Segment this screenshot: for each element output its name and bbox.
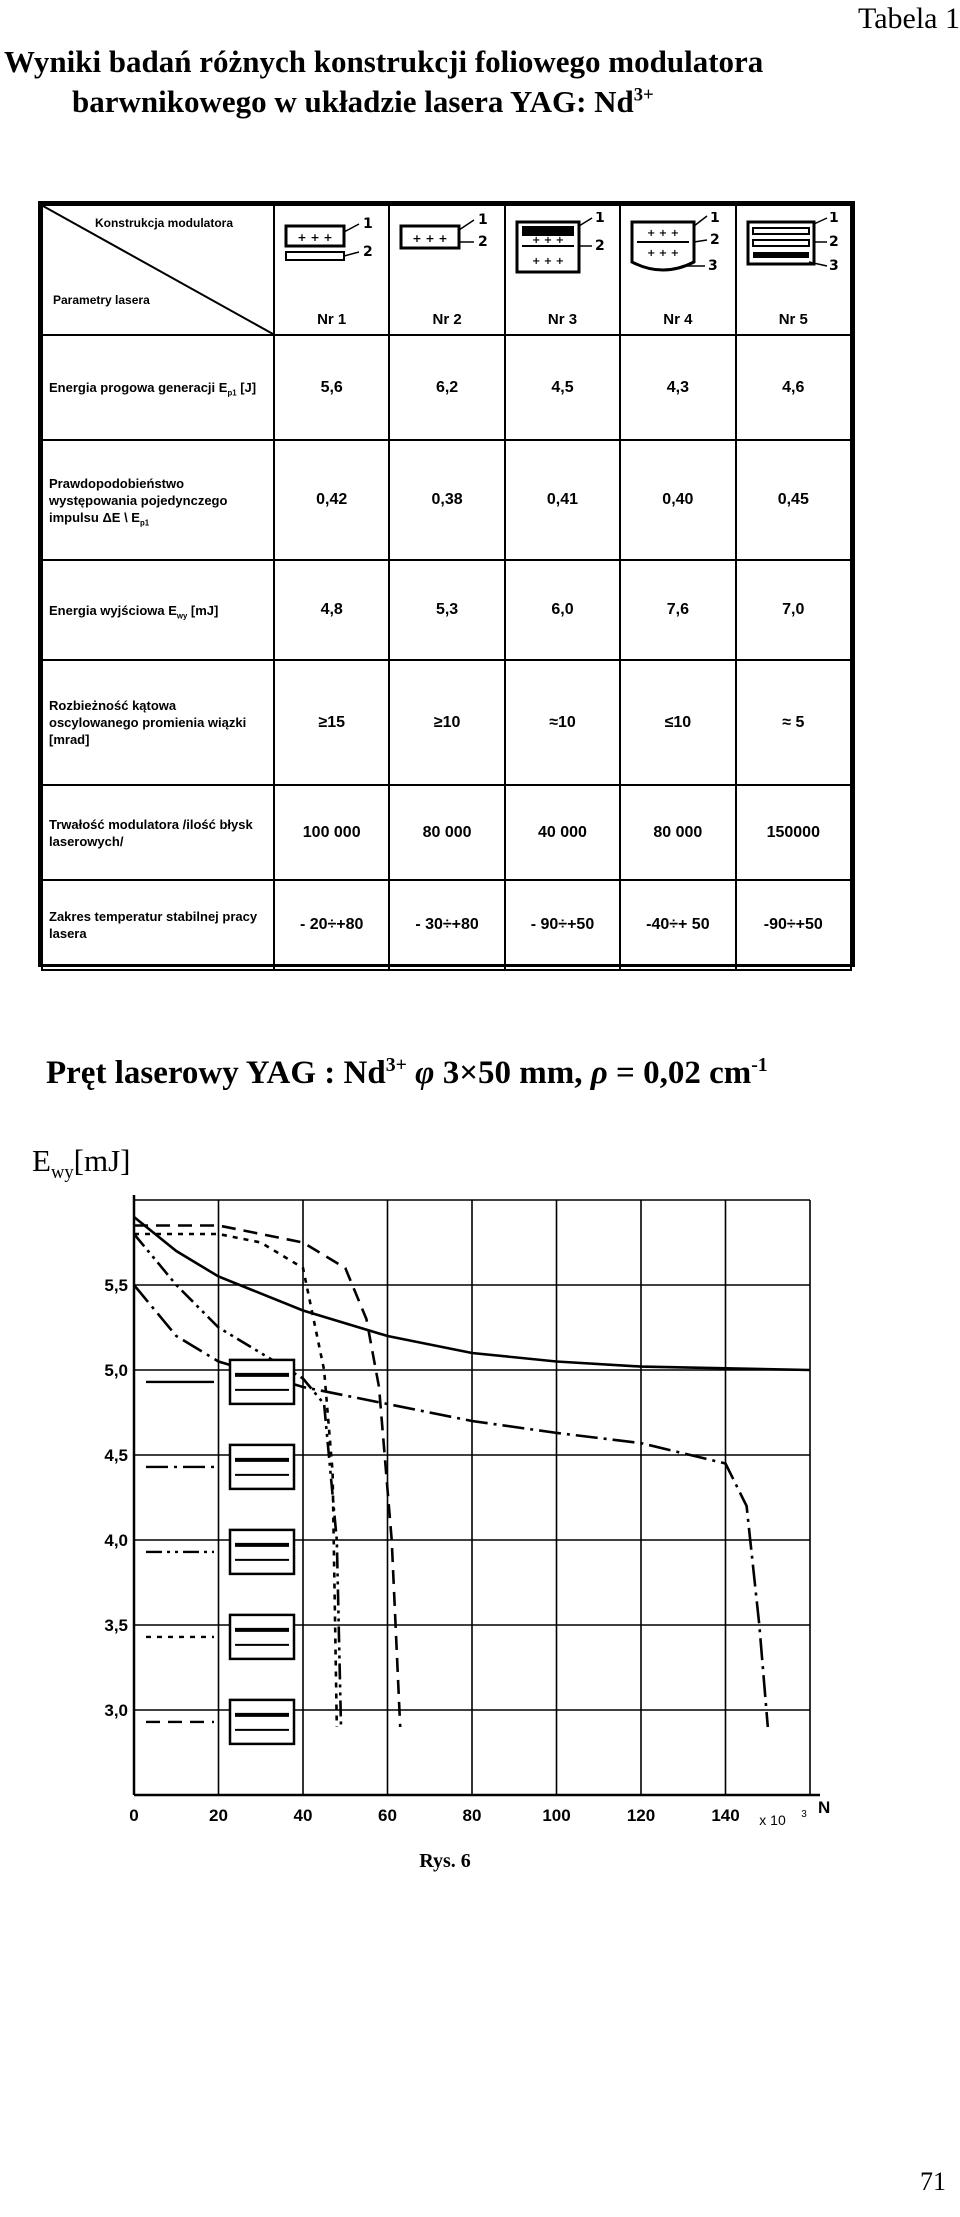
table-row	[42, 335, 851, 440]
table-cell: 150000	[736, 785, 851, 880]
title-line-2-text: barwnikowego w układzie lasera YAG: Nd	[72, 84, 634, 119]
rod-caption: Pręt laserowy YAG : $Nd^{3+}$ φ 3×50 mm, ρ = 0,02 $cm^{-1}$	[46, 1054, 768, 1091]
table-cell: - 20÷+80	[274, 880, 389, 970]
legend-modulator-icon	[230, 1445, 294, 1489]
svg-text:+ + +: + + +	[531, 235, 564, 246]
table-cell: -40÷+ 50	[620, 880, 735, 970]
row-param-label: Energia wyjściowa $E_{wy}$ [mJ]	[42, 560, 274, 660]
table-label: Tabela 1	[857, 2, 960, 35]
x-tick-label: 40	[293, 1806, 313, 1825]
table-cell: 80 000	[620, 785, 735, 880]
svg-text:1: 1	[710, 212, 720, 226]
table-cell: 0,41	[505, 440, 620, 560]
table-cell: 40 000	[505, 785, 620, 880]
table-cell: 7,6	[620, 560, 735, 660]
table-corner-cell	[42, 205, 274, 335]
table-cell: 5,6	[274, 335, 389, 440]
y-tick-label: 5,0	[104, 1361, 128, 1380]
svg-text:2: 2	[363, 244, 373, 260]
table-cell: 7,0	[736, 560, 851, 660]
table-cell: 6,0	[505, 560, 620, 660]
table-cell: 6,2	[389, 335, 504, 440]
table-cell: 4,5	[505, 335, 620, 440]
modulator-nr1-icon	[281, 212, 381, 292]
svg-text:1: 1	[363, 216, 373, 232]
x-multiplier-exponent: 3	[801, 1809, 807, 1820]
table-cell: 100 000	[274, 785, 389, 880]
table-row	[42, 560, 851, 660]
legend-modulator-icon	[230, 1360, 294, 1404]
title-line-1: Wyniki badań różnych konstrukcji foliowego modulatora	[4, 44, 764, 79]
title-superscript: 3+	[633, 84, 654, 106]
table-cell: 0,42	[274, 440, 389, 560]
table-cell: 0,38	[389, 440, 504, 560]
table-cell: - 30÷+80	[389, 880, 504, 970]
row-param-label: Prawdopodobieństwo występowania pojedynczego impulsu ΔE \ $E_{p1}$	[42, 440, 274, 560]
table-cell: - 90÷+50	[505, 880, 620, 970]
series-line-2	[134, 1285, 768, 1727]
x-tick-label: 20	[209, 1806, 228, 1825]
svg-text:1: 1	[828, 212, 839, 226]
modulator-nr4	[620, 205, 735, 335]
table-cell: 4,8	[274, 560, 389, 660]
table-cell: 80 000	[389, 785, 504, 880]
table-cell: ≈10	[505, 660, 620, 785]
column-label-nr5: Nr 5	[778, 311, 808, 328]
svg-text:+ + +: + + +	[412, 232, 449, 245]
legend-modulator-icon	[230, 1700, 294, 1744]
table-cell: 0,40	[620, 440, 735, 560]
x-tick-label: 120	[626, 1806, 656, 1825]
table-cell: 0,45	[736, 440, 851, 560]
svg-text:+ + +: + + +	[647, 228, 680, 239]
x-axis-label: N	[818, 1798, 831, 1817]
header-construction-label: Konstrukcja modulatora	[94, 216, 233, 230]
svg-text:1: 1	[594, 212, 605, 226]
table-row	[42, 660, 851, 785]
svg-text:2: 2	[594, 238, 605, 254]
page-number: 71	[920, 2167, 946, 2196]
row-param-label: Energia progowa generacji $E_{p1}$ [J]	[42, 335, 274, 440]
table-cell: ≈ 5	[736, 660, 851, 785]
x-tick-label: 0	[129, 1806, 139, 1825]
y-tick-label: 4,0	[104, 1531, 128, 1550]
svg-text:2: 2	[828, 234, 839, 250]
header-parameters-label: Parametry lasera	[53, 293, 150, 307]
y-tick-label: 3,0	[104, 1701, 128, 1720]
svg-text:+ + +: + + +	[297, 231, 333, 244]
table-cell: 4,6	[736, 335, 851, 440]
legend-modulator-icon	[230, 1615, 294, 1659]
table-cell: ≤10	[620, 660, 735, 785]
table-cell: -90÷+50	[736, 880, 851, 970]
y-tick-label: 4,5	[104, 1446, 128, 1465]
y-tick-label: 3,5	[104, 1616, 128, 1635]
table-cell: ≥15	[274, 660, 389, 785]
y-tick-label: 5,5	[104, 1276, 128, 1295]
x-multiplier-label: x 10	[759, 1812, 786, 1828]
column-label-nr3: Nr 3	[547, 311, 578, 328]
table-cell: 5,3	[389, 560, 504, 660]
svg-text:3: 3	[708, 258, 718, 274]
modulator-nr1	[274, 205, 389, 335]
x-tick-label: 100	[542, 1806, 571, 1825]
svg-text:3: 3	[828, 258, 839, 274]
title-line-2	[72, 82, 654, 122]
modulator-nr3	[505, 205, 620, 335]
svg-text:2: 2	[710, 232, 720, 248]
column-label-nr1: Nr 1	[317, 311, 347, 328]
table-row	[42, 785, 851, 880]
svg-text:+ + +: + + +	[531, 256, 564, 267]
legend-modulator-icon	[230, 1530, 294, 1574]
y-axis-title: $E_{wy}[mJ]$	[32, 1143, 131, 1184]
column-label-nr4: Nr 4	[663, 311, 693, 328]
row-param-label: Trwałość modulatora /ilość błysk laserowych/	[42, 785, 274, 880]
table-row	[42, 440, 851, 560]
x-tick-label: 140	[711, 1806, 740, 1825]
svg-text:1: 1	[478, 212, 489, 228]
table-row	[42, 880, 851, 970]
row-param-label: Rozbieżność kątowa oscylowanego promienia wiązki [mrad]	[42, 660, 274, 785]
results-table	[38, 201, 855, 967]
modulator-nr5-icon	[743, 212, 843, 292]
modulator-nr4-icon	[627, 212, 727, 292]
x-tick-label: 60	[378, 1806, 397, 1825]
svg-text:2: 2	[478, 234, 489, 250]
table-cell: ≥10	[389, 660, 504, 785]
modulator-nr2-icon	[396, 212, 496, 292]
modulator-nr2	[389, 205, 504, 335]
table-cell: 4,3	[620, 335, 735, 440]
energy-chart	[100, 1180, 860, 1880]
svg-text:+ + +: + + +	[647, 248, 680, 259]
column-label-nr2: Nr 2	[432, 311, 462, 328]
figure-caption: Rys. 6	[419, 1850, 471, 1872]
x-tick-label: 80	[462, 1806, 482, 1825]
modulator-nr3-icon	[512, 212, 612, 292]
modulator-nr5	[736, 205, 851, 335]
row-param-label: Zakres temperatur stabilnej pracy lasera	[42, 880, 274, 970]
table-header-row	[42, 205, 851, 335]
